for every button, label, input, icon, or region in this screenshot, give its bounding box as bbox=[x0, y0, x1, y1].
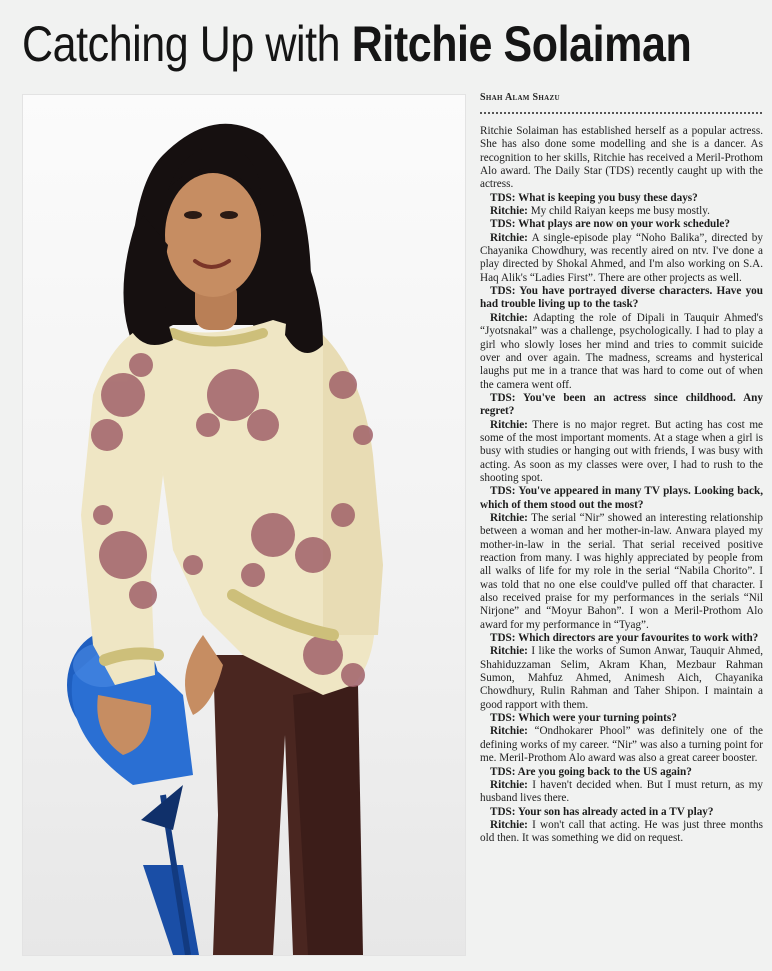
answer-speaker: Ritchie: bbox=[490, 231, 528, 244]
interview-answer bbox=[480, 725, 763, 765]
answer-speaker: Ritchie: bbox=[490, 778, 528, 791]
portrait-illustration bbox=[23, 95, 465, 955]
headline bbox=[22, 8, 692, 80]
interview-question: TDS: You've appeared in many TV plays. Looking back, which of them stood out the most? bbox=[480, 485, 763, 511]
answer-text: My child Raiyan keeps me busy mostly. bbox=[527, 205, 710, 218]
article-body bbox=[480, 125, 763, 960]
answer-text: I like the works of Sumon Anwar, Tauquir Ahmed, Shahiduzzaman Selim, Akram Khan, Mezbaur Rahman Sumon, Mahfuz Ahmed, Animesh Aich, Chayanika Chowdhury, Rulin Rahman and Taher Shipon. I maintain a good rapport with them. bbox=[480, 645, 763, 711]
portrait-photo bbox=[22, 94, 466, 956]
answer-speaker: Ritchie: bbox=[490, 645, 528, 658]
answer-text: I won't call that acting. He was just three months old then. It was something we did on request. bbox=[480, 818, 763, 845]
answer-speaker: Ritchie: bbox=[490, 311, 528, 324]
interview-answer bbox=[480, 819, 763, 846]
interview-answer bbox=[480, 512, 763, 632]
headline-name: Ritchie Solaiman bbox=[351, 16, 692, 72]
article-intro: Ritchie Solaiman has established herself as a popular actress. She has also done some modelling and she is a dancer. As recognition to her skills, Ritchie has received a Meril-Prothom Alo award. The Daily Star (TDS) recently caught up with the actress. bbox=[480, 125, 763, 191]
tunic bbox=[81, 320, 383, 695]
answer-speaker: Ritchie: bbox=[490, 725, 528, 738]
headline-lead: Catching Up with bbox=[22, 16, 352, 72]
byline: Shah Alam Shazu bbox=[480, 92, 560, 103]
dotted-divider bbox=[480, 112, 762, 114]
interview-question: TDS: Are you going back to the US again? bbox=[490, 765, 692, 778]
interview-question: TDS: You've been an actress since childhood. Any regret? bbox=[480, 391, 763, 418]
interview-answer bbox=[480, 312, 763, 392]
interview-answer bbox=[480, 419, 763, 486]
answer-text: The serial “Nir” showed an interesting relationship between a woman and her mother-in-law. Anwara played my mother-in-law in the serial. That serial received positive reaction from many. I was highly appreciated by people from all walks of life for my role in the serial “Nabila Chorito”. I was told that no one else could've pulled off that character. I also received praise for my performances in the serials “Nil Nirjone” and “Moyur Bahon”. I won a Meril-Prothom Alo award for my performance in “Tyag”. bbox=[480, 511, 763, 631]
interview-question: TDS: Which directors are your favourites to work with? bbox=[490, 632, 759, 645]
answer-text: Adapting the role of Dipali in Tauquir Ahmed's “Jyotsnakal” was a challenge, psychologically. I had to play a girl who slowly loses her mind and tries to commit suicide over and over again. The madness, screams and hysterical laughs put me in a trance that was hard to come out of when the camera went off. bbox=[480, 311, 763, 391]
interview-answer bbox=[480, 779, 763, 806]
answer-text: A single-episode play “Noho Balika”, directed by Chayanika Chowdhury, was recently aired on ntv. I've done a play directed by Shokal Ahmed, and I'm also working on S.A. Haq Alik's “Ladies First”. There are other projects as well. bbox=[480, 231, 763, 284]
interview-question: TDS: What plays are now on your work schedule? bbox=[490, 218, 730, 231]
interview-question: TDS: Which were your turning points? bbox=[490, 712, 677, 725]
answer-speaker: Ritchie: bbox=[490, 511, 528, 524]
interview-question: TDS: Your son has already acted in a TV play? bbox=[490, 805, 714, 818]
interview-answer bbox=[480, 205, 763, 218]
answer-speaker: Ritchie: bbox=[490, 818, 528, 831]
interview-answer bbox=[480, 645, 763, 712]
answer-text: “Ondhokarer Phool” was definitely one of the defining works of my career. “Nir” was also a turning point for me. Meril-Prothom Alo award was also a great career booster. bbox=[480, 725, 763, 765]
trousers bbox=[213, 655, 363, 955]
answer-speaker: Ritchie: bbox=[490, 205, 528, 218]
answer-text: There is no major regret. But acting has cost me some of the most important moments. At a stage when a girl is busy with studies or hanging out with friends, I was busy with acting. As soon as my classes were over, I had to rush to the shooting spot. bbox=[480, 418, 763, 484]
answer-speaker: Ritchie: bbox=[490, 418, 528, 431]
interview-qa-list bbox=[480, 192, 763, 846]
answer-text: I haven't decided when. But I must return, as my husband lives there. bbox=[480, 778, 763, 805]
interview-answer bbox=[480, 232, 763, 285]
interview-question: TDS: You have portrayed diverse characters. Have you had trouble living up to the task? bbox=[480, 285, 763, 311]
interview-question: TDS: What is keeping you busy these days? bbox=[490, 191, 698, 204]
